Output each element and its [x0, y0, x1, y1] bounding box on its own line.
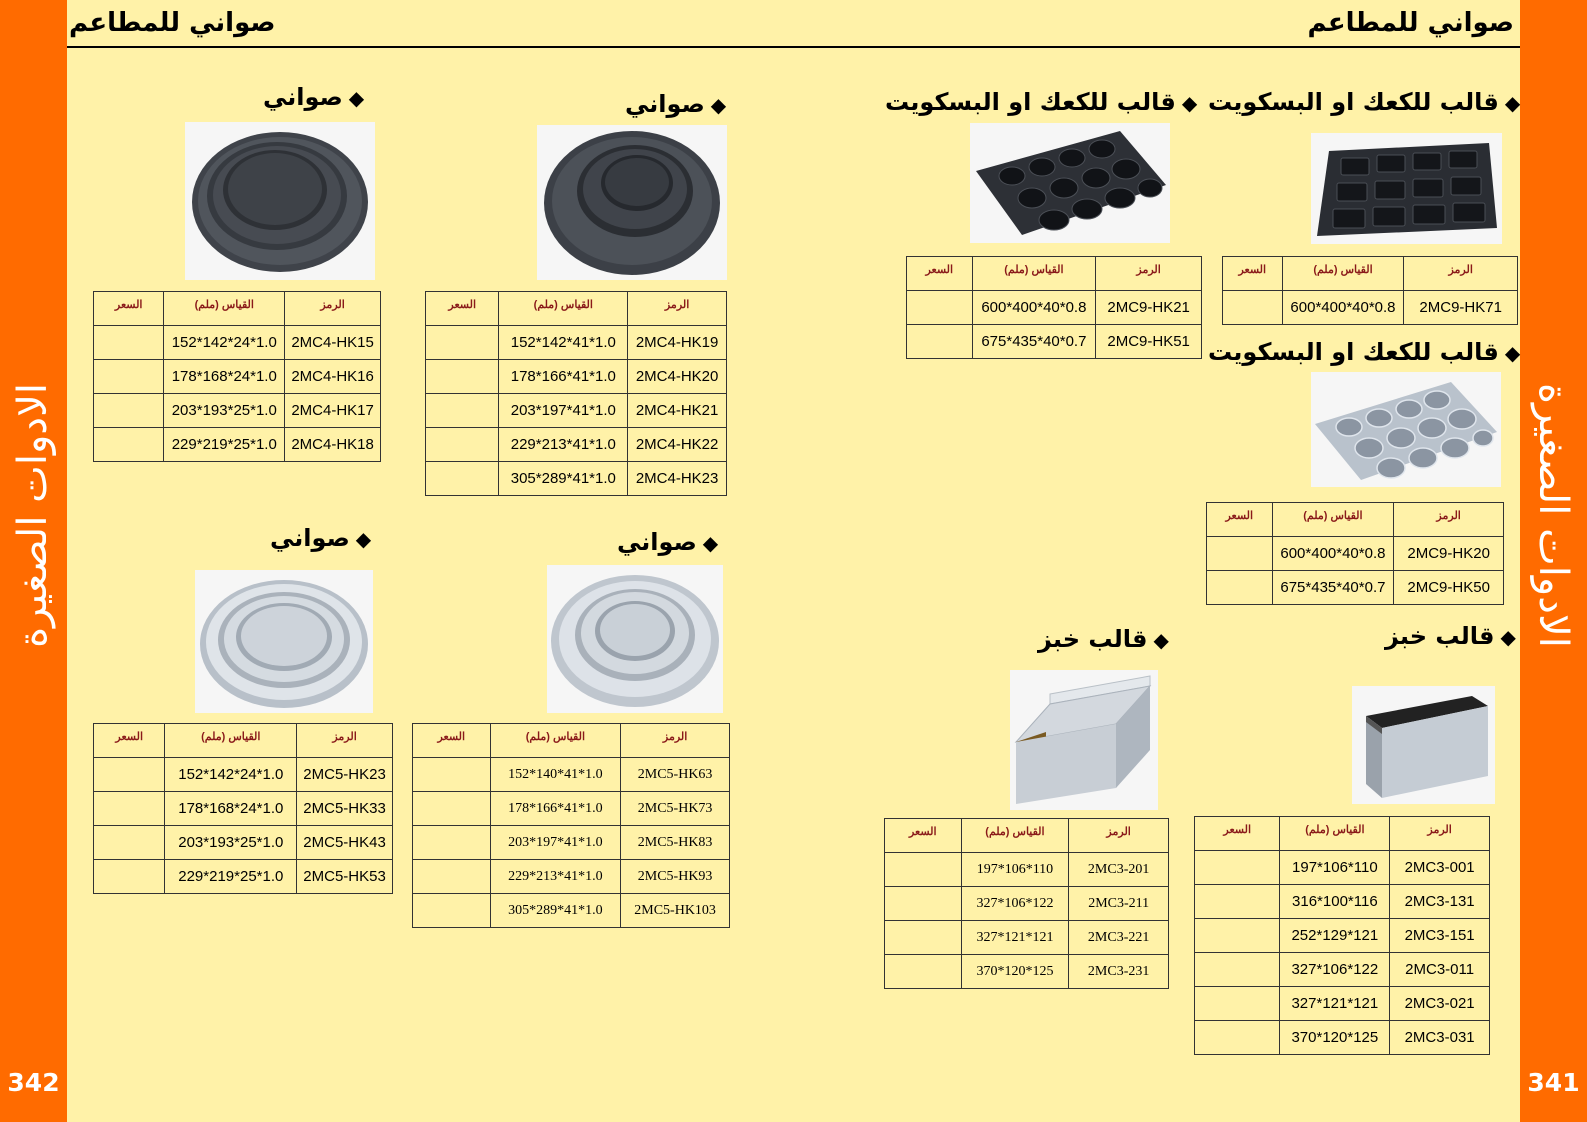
table-row: [94, 758, 393, 792]
table-cell: 252*129*121: [1280, 919, 1390, 953]
table-row: [94, 326, 381, 360]
table-cell: 2MC3-211: [1069, 887, 1169, 921]
table-row: [907, 291, 1202, 325]
product-table: [93, 723, 393, 894]
product-title: ◆صواني: [270, 524, 372, 552]
product-table: [425, 291, 727, 496]
product-title: ◆قالب خبز: [1038, 625, 1169, 653]
table-cell: 203*193*25*1.0: [165, 826, 297, 860]
table-cell: 2MC4-HK20: [628, 360, 727, 394]
silver-round-pans-shallow-image: [195, 570, 373, 713]
table-cell: 229*213*41*1.0: [499, 428, 628, 462]
table-cell: 2MC4-HK18: [285, 428, 381, 462]
table-cell: 178*166*41*1.0: [490, 792, 621, 826]
table-cell: 152*142*24*1.0: [165, 758, 297, 792]
table-cell: [1207, 571, 1273, 605]
silver-round-cavity-tray-image: [1311, 372, 1501, 487]
product-table: [93, 291, 381, 462]
silver-round-pans-deep-image: [547, 565, 723, 713]
table-cell: [1195, 919, 1280, 953]
table-row: [94, 428, 381, 462]
table-cell: 600*400*40*0.8: [1282, 291, 1404, 325]
table-cell: [94, 360, 164, 394]
table-cell: 152*142*41*1.0: [499, 326, 628, 360]
table-cell: [94, 758, 165, 792]
table-cell: [94, 428, 164, 462]
product-title: ◆صواني: [263, 83, 365, 111]
table-cell: 327*106*122: [1280, 953, 1390, 987]
table-row: [1195, 953, 1490, 987]
table-cell: [1195, 987, 1280, 1021]
table-cell: 203*193*25*1.0: [164, 394, 285, 428]
column-header: الرمز: [628, 292, 727, 326]
section-title-left: الادوات الصغيرة: [10, 382, 56, 648]
table-cell: 675*435*40*0.7: [972, 325, 1096, 359]
header-title-left: صواني للمطاعم: [69, 8, 276, 38]
column-header: الرمز: [285, 292, 381, 326]
page-number-right: 341: [1527, 1068, 1580, 1097]
table-row: [885, 887, 1169, 921]
product-title: ◆صواني: [617, 528, 719, 556]
table-cell: 2MC4-HK17: [285, 394, 381, 428]
table-cell: 2MC3-001: [1390, 851, 1490, 885]
table-cell: 2MC9-HK21: [1096, 291, 1202, 325]
column-header: الرمز: [1394, 503, 1504, 537]
table-cell: 2MC4-HK16: [285, 360, 381, 394]
table-cell: 327*121*121: [1280, 987, 1390, 1021]
product-table: [906, 256, 1202, 359]
diamond-bullet-icon: ◆: [348, 86, 365, 110]
table-row: [426, 394, 727, 428]
diamond-bullet-icon: ◆: [710, 93, 727, 117]
table-row: [413, 894, 730, 928]
table-cell: [907, 291, 973, 325]
product-title: ◆صواني: [625, 90, 727, 118]
table-cell: 2MC3-151: [1390, 919, 1490, 953]
table-cell: 203*197*41*1.0: [499, 394, 628, 428]
diamond-bullet-icon: ◆: [1504, 91, 1521, 115]
table-cell: [885, 921, 962, 955]
table-cell: 305*289*41*1.0: [490, 894, 621, 928]
page-header: [67, 0, 1520, 48]
column-header: الرمز: [1096, 257, 1202, 291]
sliding-lid-bread-pan-image: [1010, 670, 1158, 810]
table-cell: [413, 894, 491, 928]
table-row: [413, 758, 730, 792]
product-title: ◆قالب للكعك او البسكويت: [885, 88, 1198, 116]
left-sidebar: [0, 0, 67, 1122]
column-header: الرمز: [1404, 257, 1518, 291]
table-cell: [1195, 885, 1280, 919]
column-header: القياس (ملم): [972, 257, 1096, 291]
table-cell: [413, 758, 491, 792]
product-table: [1222, 256, 1518, 325]
table-cell: 2MC4-HK22: [628, 428, 727, 462]
table-cell: 2MC9-HK51: [1096, 325, 1202, 359]
diamond-bullet-icon: ◆: [1504, 341, 1521, 365]
table-cell: 2MC5-HK73: [621, 792, 730, 826]
product-table: [1194, 816, 1490, 1055]
table-cell: 229*219*25*1.0: [164, 428, 285, 462]
table-cell: 675*435*40*0.7: [1272, 571, 1394, 605]
table-row: [1207, 537, 1504, 571]
table-cell: 197*106*110: [1280, 851, 1390, 885]
table-cell: [413, 860, 491, 894]
table-cell: 2MC3-131: [1390, 885, 1490, 919]
table-cell: 178*168*24*1.0: [164, 360, 285, 394]
column-header: القياس (ملم): [165, 724, 297, 758]
table-cell: 327*121*121: [961, 921, 1069, 955]
table-cell: 370*120*125: [961, 955, 1069, 989]
table-row: [94, 394, 381, 428]
table-cell: [426, 360, 499, 394]
table-cell: [1195, 953, 1280, 987]
rectangular-cavity-tray-image: [1311, 133, 1502, 244]
table-row: [1223, 291, 1518, 325]
table-cell: [885, 955, 962, 989]
table-cell: [94, 860, 165, 894]
table-row: [94, 826, 393, 860]
table-cell: 600*400*40*0.8: [1272, 537, 1394, 571]
table-cell: [1195, 1021, 1280, 1055]
product-table: [1206, 502, 1504, 605]
table-cell: 2MC3-011: [1390, 953, 1490, 987]
table-row: [1195, 1021, 1490, 1055]
column-header: القياس (ملم): [1282, 257, 1404, 291]
column-header: الرمز: [1390, 817, 1490, 851]
column-header: القياس (ملم): [499, 292, 628, 326]
table-cell: 2MC9-HK20: [1394, 537, 1504, 571]
column-header: السعر: [426, 292, 499, 326]
table-cell: 2MC3-221: [1069, 921, 1169, 955]
column-header: الرمز: [297, 724, 393, 758]
table-cell: 2MC3-031: [1390, 1021, 1490, 1055]
table-cell: [94, 394, 164, 428]
table-row: [426, 326, 727, 360]
table-row: [885, 921, 1169, 955]
table-cell: 2MC4-HK15: [285, 326, 381, 360]
table-row: [1195, 851, 1490, 885]
diamond-bullet-icon: ◆: [702, 531, 719, 555]
table-cell: [1223, 291, 1283, 325]
table-cell: [426, 326, 499, 360]
column-header: السعر: [907, 257, 973, 291]
table-cell: 203*197*41*1.0: [490, 826, 621, 860]
page-number-left: 342: [7, 1068, 60, 1097]
column-header: القياس (ملم): [490, 724, 621, 758]
column-header: السعر: [885, 819, 962, 853]
table-cell: 2MC5-HK43: [297, 826, 393, 860]
table-cell: 229*219*25*1.0: [165, 860, 297, 894]
header-title-right: صواني للمطاعم: [1307, 8, 1514, 38]
table-cell: [426, 428, 499, 462]
table-cell: [426, 462, 499, 496]
table-cell: 2MC4-HK19: [628, 326, 727, 360]
product-title: ◆قالب خبز: [1385, 622, 1516, 650]
table-cell: 600*400*40*0.8: [972, 291, 1096, 325]
table-row: [885, 955, 1169, 989]
product-title: ◆قالب للكعك او البسكويت: [1208, 338, 1521, 366]
table-cell: 2MC5-HK93: [621, 860, 730, 894]
table-row: [413, 860, 730, 894]
table-cell: [907, 325, 973, 359]
table-cell: 152*140*41*1.0: [490, 758, 621, 792]
column-header: القياس (ملم): [961, 819, 1069, 853]
table-cell: 178*166*41*1.0: [499, 360, 628, 394]
table-cell: [94, 826, 165, 860]
lidded-bread-pan-image: [1352, 686, 1495, 804]
diamond-bullet-icon: ◆: [1500, 625, 1516, 649]
table-cell: [94, 792, 165, 826]
column-header: السعر: [413, 724, 491, 758]
table-cell: 2MC5-HK53: [297, 860, 393, 894]
column-header: القياس (ملم): [1272, 503, 1394, 537]
table-row: [1207, 571, 1504, 605]
column-header: الرمز: [621, 724, 730, 758]
table-cell: 327*106*122: [961, 887, 1069, 921]
table-cell: 152*142*24*1.0: [164, 326, 285, 360]
column-header: السعر: [1207, 503, 1273, 537]
column-header: القياس (ملم): [164, 292, 285, 326]
table-cell: [413, 826, 491, 860]
table-row: [1195, 919, 1490, 953]
table-row: [885, 853, 1169, 887]
table-cell: 2MC5-HK33: [297, 792, 393, 826]
column-header: السعر: [1223, 257, 1283, 291]
table-row: [1195, 987, 1490, 1021]
column-header: الرمز: [1069, 819, 1169, 853]
product-table: [412, 723, 730, 928]
table-row: [426, 360, 727, 394]
table-row: [426, 428, 727, 462]
dark-round-pans-shallow-image: [185, 122, 375, 280]
table-cell: 229*213*41*1.0: [490, 860, 621, 894]
table-cell: 370*120*125: [1280, 1021, 1390, 1055]
table-row: [426, 462, 727, 496]
column-header: السعر: [94, 724, 165, 758]
round-cavity-tray-image: [970, 123, 1170, 243]
table-cell: 305*289*41*1.0: [499, 462, 628, 496]
diamond-bullet-icon: ◆: [355, 527, 372, 551]
table-row: [413, 826, 730, 860]
table-row: [94, 860, 393, 894]
diamond-bullet-icon: ◆: [1153, 628, 1169, 652]
table-cell: 178*168*24*1.0: [165, 792, 297, 826]
table-cell: [885, 853, 962, 887]
table-cell: 2MC3-021: [1390, 987, 1490, 1021]
table-cell: 2MC4-HK21: [628, 394, 727, 428]
section-title-right: الادوات الصغيرة: [1530, 382, 1576, 648]
table-cell: [1207, 537, 1273, 571]
diamond-bullet-icon: ◆: [1181, 91, 1198, 115]
column-header: السعر: [1195, 817, 1280, 851]
table-row: [413, 792, 730, 826]
table-cell: [885, 887, 962, 921]
table-cell: 2MC3-231: [1069, 955, 1169, 989]
product-title: ◆قالب للكعك او البسكويت: [1208, 88, 1521, 116]
table-cell: 197*106*110: [961, 853, 1069, 887]
dark-round-pans-deep-image: [537, 125, 727, 280]
table-cell: 2MC5-HK63: [621, 758, 730, 792]
table-cell: 2MC9-HK50: [1394, 571, 1504, 605]
table-cell: [94, 326, 164, 360]
table-cell: 2MC4-HK23: [628, 462, 727, 496]
table-cell: [413, 792, 491, 826]
table-cell: 316*100*116: [1280, 885, 1390, 919]
right-sidebar: [1520, 0, 1587, 1122]
column-header: السعر: [94, 292, 164, 326]
product-table: [884, 818, 1169, 989]
table-row: [94, 360, 381, 394]
table-row: [1195, 885, 1490, 919]
table-cell: 2MC9-HK71: [1404, 291, 1518, 325]
table-row: [94, 792, 393, 826]
table-row: [907, 325, 1202, 359]
table-cell: 2MC3-201: [1069, 853, 1169, 887]
column-header: القياس (ملم): [1280, 817, 1390, 851]
table-cell: [1195, 851, 1280, 885]
table-cell: 2MC5-HK83: [621, 826, 730, 860]
table-cell: 2MC5-HK103: [621, 894, 730, 928]
table-cell: [426, 394, 499, 428]
table-cell: 2MC5-HK23: [297, 758, 393, 792]
